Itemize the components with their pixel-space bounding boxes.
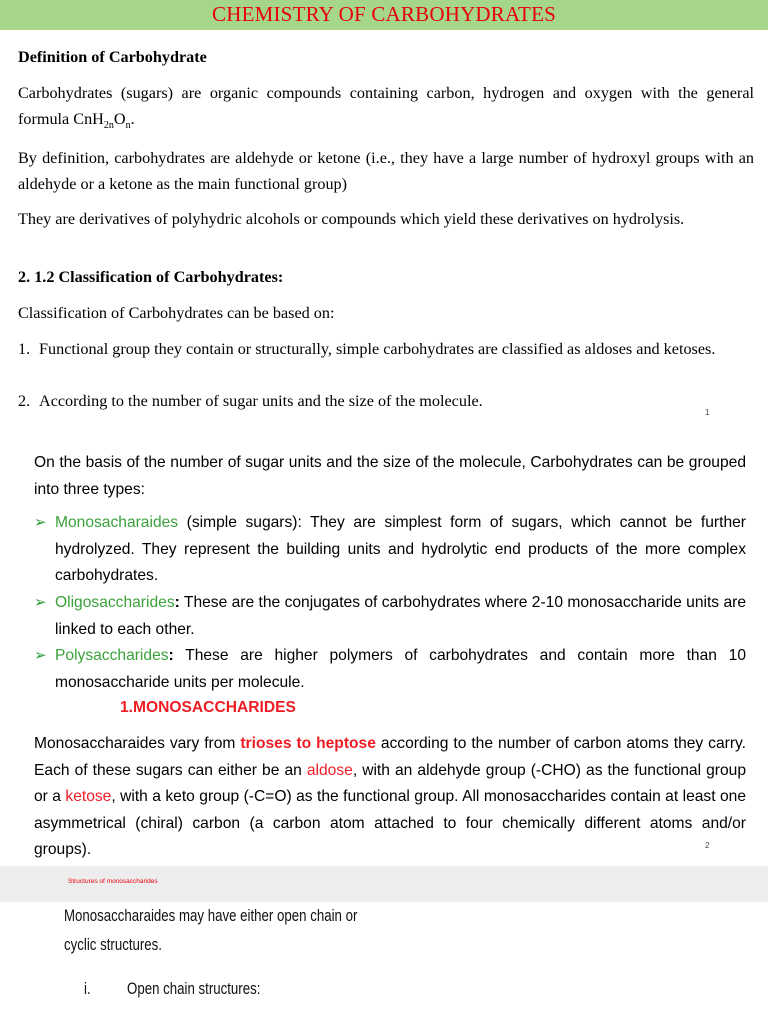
- derivatives-paragraph: They are derivatives of polyhydric alcohols or compounds which yield these derivatives on hydrolysis.: [18, 210, 685, 228]
- page-number: 1: [705, 408, 710, 417]
- arrowhead-bullet-icon: ➢: [34, 514, 47, 531]
- classification-heading: 2. 1.2 Classification of Carbohydrates:: [18, 268, 284, 286]
- arrowhead-bullet-icon: ➢: [34, 647, 47, 664]
- list-number: 2.: [18, 392, 31, 410]
- page-number: 2: [705, 841, 710, 850]
- list-item: [18, 336, 754, 362]
- list-text: According to the number of sugar units and the size of the molecule.: [39, 392, 483, 410]
- list-number: 1.: [18, 340, 31, 358]
- arrowhead-bullet-icon: ➢: [34, 594, 47, 611]
- list-item: [18, 388, 754, 414]
- aldehyde-ketone-paragraph: By definition, carbohydrates are aldehyde or ketone (i.e., they have a large number of hydroxyl groups with an aldehyde or a ketone as the main functional group): [18, 149, 754, 193]
- list-item-monosaccharides: Monosacharaides (simple sugars): They are simplest form of sugars, which cannot be further hydrolyzed. They represent the building units and hydrolytic end products of the more complex carbohydrates.: [55, 514, 746, 585]
- definition-paragraph: Carbohydrates (sugars) are organic compounds containing carbon, hydrogen and oxygen with the general formula $CnH_{2n}O_n$.: [18, 84, 754, 131]
- list-item-polysaccharides: Polysaccharides: These are higher polymers of carbohydrates and contain more than 10 monosaccharide units per molecule.: [55, 647, 746, 691]
- structures-line-1: Monosaccharaides may have either open chain or: [64, 906, 358, 925]
- grouping-intro: On the basis of the number of sugar units and the size of the molecule, Carbohydrates can be grouped into three types:: [34, 454, 746, 498]
- page-title: CHEMISTRY OF CARBOHYDRATES: [212, 2, 556, 26]
- classification-intro: Classification of Carbohydrates can be based on:: [18, 304, 335, 322]
- list-item-oligosaccharides: Oligosaccharides: These are the conjugates of carbohydrates where 2-10 monosaccharide units are linked to each other.: [55, 594, 746, 638]
- slide-structures: [0, 866, 768, 1024]
- definition-heading: Definition of Carbohydrate: [18, 48, 207, 66]
- monosaccharides-paragraph: Monosaccharaides vary from trioses to heptose according to the number of carbon atoms they carry. Each of these sugars can either be an aldose, with an aldehyde group (-CHO) as the functional group or a ketose, with a keto group (-C=O) as the functional group. All monosaccharides contain at least one asymmetrical (chiral) carbon (a carbon atom attached to four chemically different atoms and/or groups).: [34, 735, 747, 859]
- structures-line-2: cyclic structures.: [64, 935, 162, 954]
- slide-title: Structures of monosaccharides: [68, 878, 158, 885]
- monosaccharides-heading: 1.MONOSACCHARIDES: [120, 699, 296, 716]
- list-text: Functional group they contain or structurally, simple carbohydrates are classified as aldoses and ketoses.: [39, 340, 716, 358]
- title-banner: [0, 0, 768, 30]
- open-chain-heading: Open chain structures:: [127, 979, 261, 998]
- item-number: i.: [84, 979, 91, 998]
- slide-header-bar: [0, 866, 768, 902]
